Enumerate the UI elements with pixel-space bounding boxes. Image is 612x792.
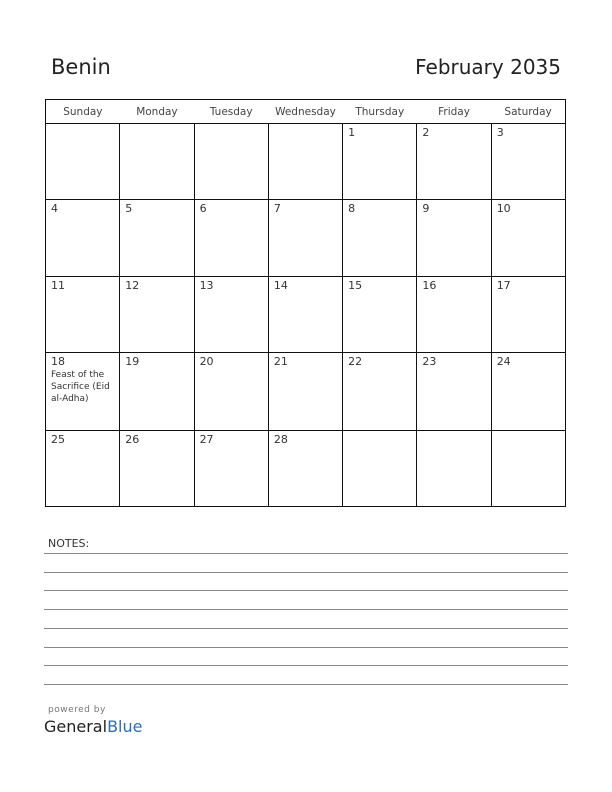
day-cell [417,124,491,200]
day-number: 10 [496,202,511,215]
day-number: 7 [273,202,281,215]
day-cell [194,353,268,431]
day-number: 22 [348,355,363,368]
day-number: 4 [51,202,58,215]
weekday-tuesday: Tuesday [194,100,268,124]
day-cell [194,431,268,507]
week-row [46,124,566,200]
day-number: 21 [273,355,288,368]
note-line [44,590,568,591]
weekday-sunday: Sunday [46,100,120,124]
day-cell [417,431,491,507]
powered-by-text: powered by [48,705,106,715]
week-row [46,431,566,507]
day-cell [120,277,194,353]
day-number: 9 [422,202,430,215]
day-cell [491,124,565,200]
day-cell [343,277,417,353]
day-cell [268,431,342,507]
month-year-title: February 2035 [415,55,561,79]
notes-label: NOTES: [48,537,90,550]
day-cell [46,277,120,353]
weekday-saturday: Saturday [491,100,565,124]
day-number: 15 [348,279,363,292]
day-cell [343,431,417,507]
weekday-wednesday: Wednesday [268,100,342,124]
day-cell [120,431,194,507]
day-number: 12 [125,279,140,292]
note-line [44,572,568,573]
weekday-thursday: Thursday [343,100,417,124]
day-cell [417,277,491,353]
day-cell [343,124,417,200]
day-number: 2 [422,126,430,139]
weekday-friday: Friday [417,100,491,124]
day-number: 1 [348,126,356,139]
calendar-grid [45,99,566,507]
weekday-monday: Monday [120,100,194,124]
day-number: 11 [51,279,65,292]
note-line [44,628,568,629]
day-cell [46,431,120,507]
day-number: 6 [199,202,207,215]
day-cell [194,200,268,277]
day-cell [46,353,120,431]
day-cell [491,353,565,431]
day-cell [491,277,565,353]
holiday-label: Feast of the Sacrifice (Eid al-Adha) [51,370,110,404]
weekday-header-row [46,100,566,124]
day-cell [120,200,194,277]
day-number: 26 [125,433,140,446]
day-number: 17 [496,279,511,292]
day-number: 28 [273,433,288,446]
day-cell [491,431,565,507]
day-number: 25 [51,433,65,446]
day-cell [417,200,491,277]
week-row [46,353,566,431]
day-number: 27 [199,433,214,446]
note-line [44,553,568,554]
day-cell [268,200,342,277]
day-cell [46,124,120,200]
country-title: Benin [51,55,111,79]
note-line [44,665,568,666]
day-cell [417,353,491,431]
brand-general: General [44,717,108,736]
day-number: 8 [348,202,356,215]
note-line [44,684,568,685]
day-cell [343,200,417,277]
day-number: 14 [273,279,288,292]
note-line [44,609,568,610]
day-number: 24 [496,355,511,368]
day-number: 19 [125,355,140,368]
note-line [44,647,568,648]
week-row [46,277,566,353]
day-number: 23 [422,355,437,368]
day-cell [268,124,342,200]
brand-blue: Blue [107,717,143,736]
day-cell [268,277,342,353]
day-cell [194,277,268,353]
day-number: 16 [422,279,437,292]
day-cell [491,200,565,277]
day-number: 13 [199,279,214,292]
day-cell [268,353,342,431]
day-number: 18 [51,355,65,368]
day-cell [120,353,194,431]
week-row [46,200,566,277]
day-cell [46,200,120,277]
day-number: 20 [199,355,214,368]
day-cell [194,124,268,200]
day-number: 5 [125,202,133,215]
day-number: 3 [496,126,504,139]
generalblue-logo [44,717,142,736]
day-cell [120,124,194,200]
day-cell [343,353,417,431]
